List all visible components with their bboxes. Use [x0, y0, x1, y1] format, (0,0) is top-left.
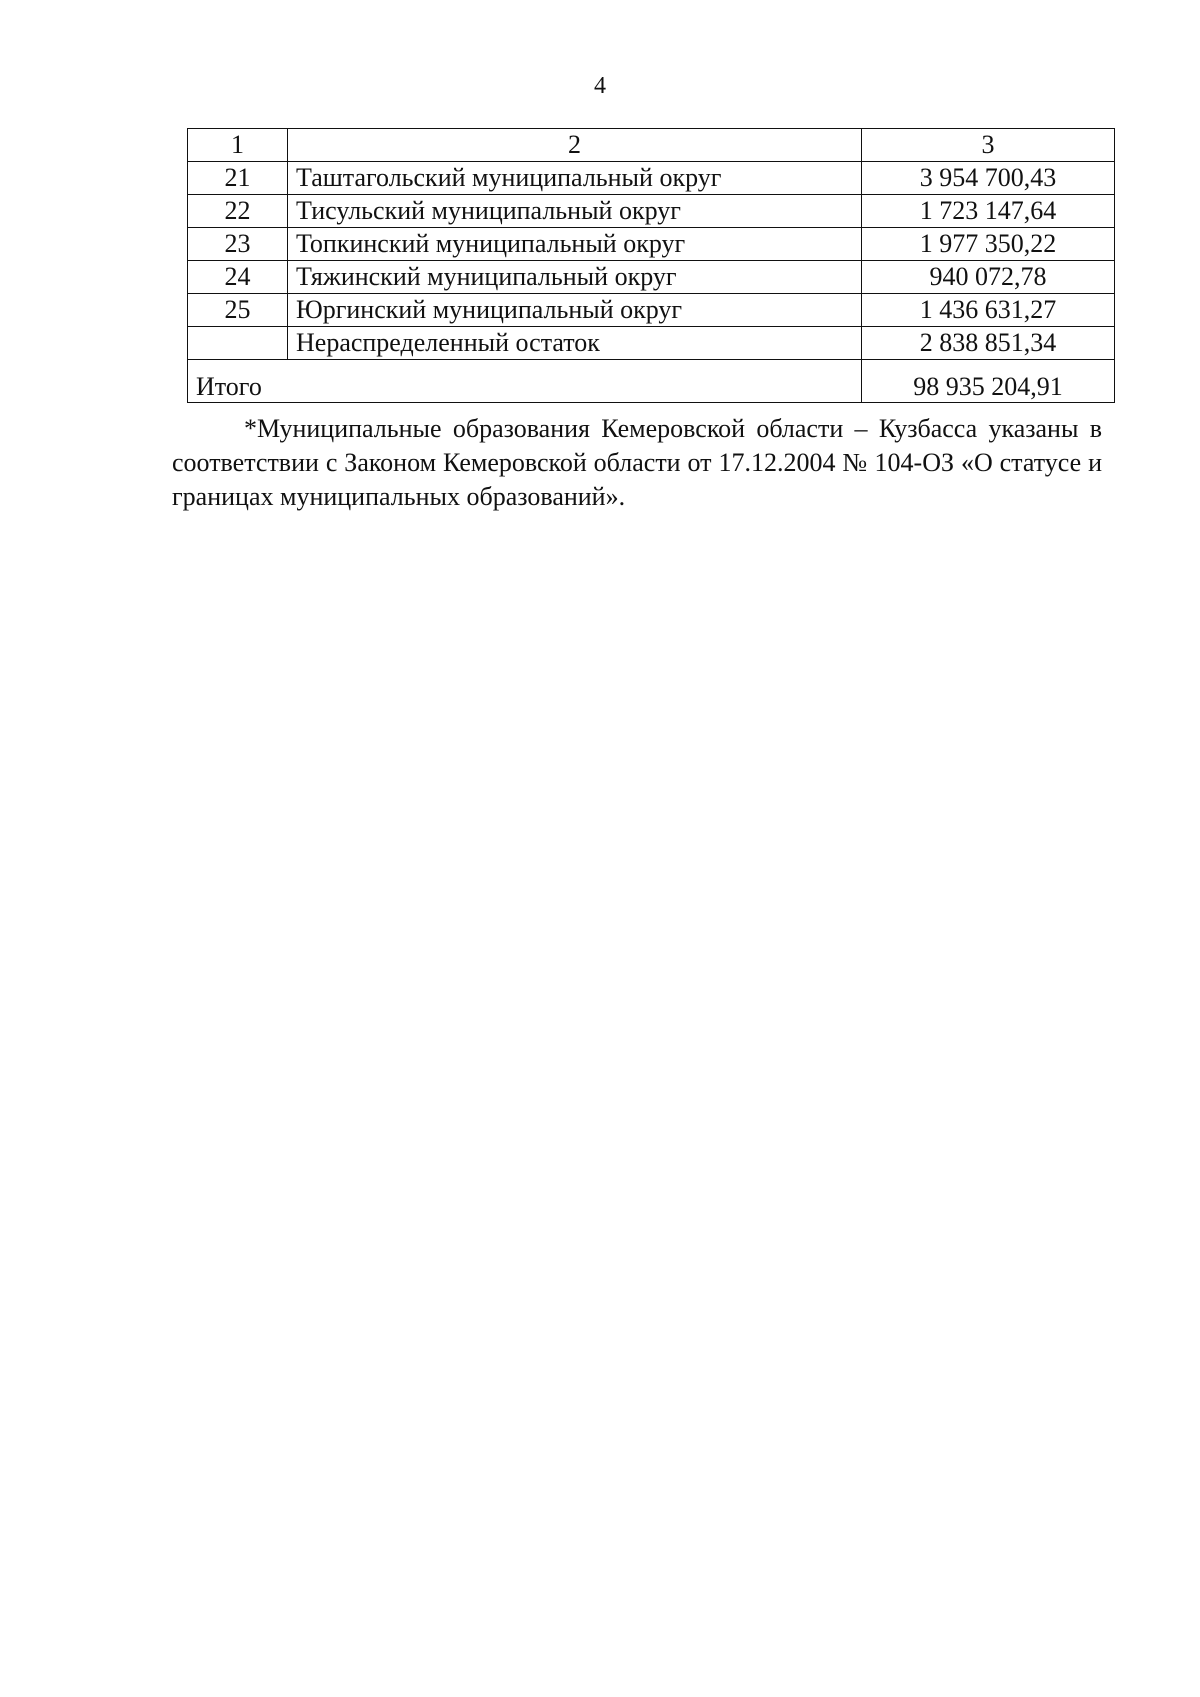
allocation-table	[187, 128, 1115, 403]
table-row	[188, 294, 1115, 327]
table-header-cell: 1	[188, 129, 288, 162]
row-number: 23	[188, 228, 288, 261]
municipality-name: Тисульский муниципальный округ	[288, 195, 862, 228]
page-number: 4	[594, 73, 606, 99]
amount-value: 3 954 700,43	[862, 162, 1115, 195]
amount-value: 1 436 631,27	[862, 294, 1115, 327]
row-number: 21	[188, 162, 288, 195]
row-number: 24	[188, 261, 288, 294]
table-header-cell: 2	[288, 129, 862, 162]
footnote	[172, 412, 1102, 514]
table-row	[188, 228, 1115, 261]
amount-value: 940 072,78	[862, 261, 1115, 294]
row-number	[188, 327, 288, 360]
amount-value: 1 977 350,22	[862, 228, 1115, 261]
row-number: 25	[188, 294, 288, 327]
amount-value: 1 723 147,64	[862, 195, 1115, 228]
footnote-text: *Муниципальные образования Кемеровской области – Кузбасса указаны в соответствии с Законом Кемеровской области от 17.12.2004 № 104-ОЗ «О статусе и границах муниципальных образований».	[172, 414, 1102, 511]
table-row	[188, 261, 1115, 294]
total-value: 98 935 204,91	[862, 360, 1115, 403]
municipality-name: Таштагольский муниципальный округ	[288, 162, 862, 195]
table-header-cell: 3	[862, 129, 1115, 162]
municipality-name: Тяжинский муниципальный округ	[288, 261, 862, 294]
municipality-name: Юргинский муниципальный округ	[288, 294, 862, 327]
total-label: Итого	[188, 360, 862, 403]
total-row	[188, 360, 1115, 403]
amount-value: 2 838 851,34	[862, 327, 1115, 360]
table-row	[188, 162, 1115, 195]
unallocated-label: Нераспределенный остаток	[288, 327, 862, 360]
municipality-name: Топкинский муниципальный округ	[288, 228, 862, 261]
table-row	[188, 195, 1115, 228]
table-row	[188, 327, 1115, 360]
row-number: 22	[188, 195, 288, 228]
table-header-row	[188, 129, 1115, 162]
